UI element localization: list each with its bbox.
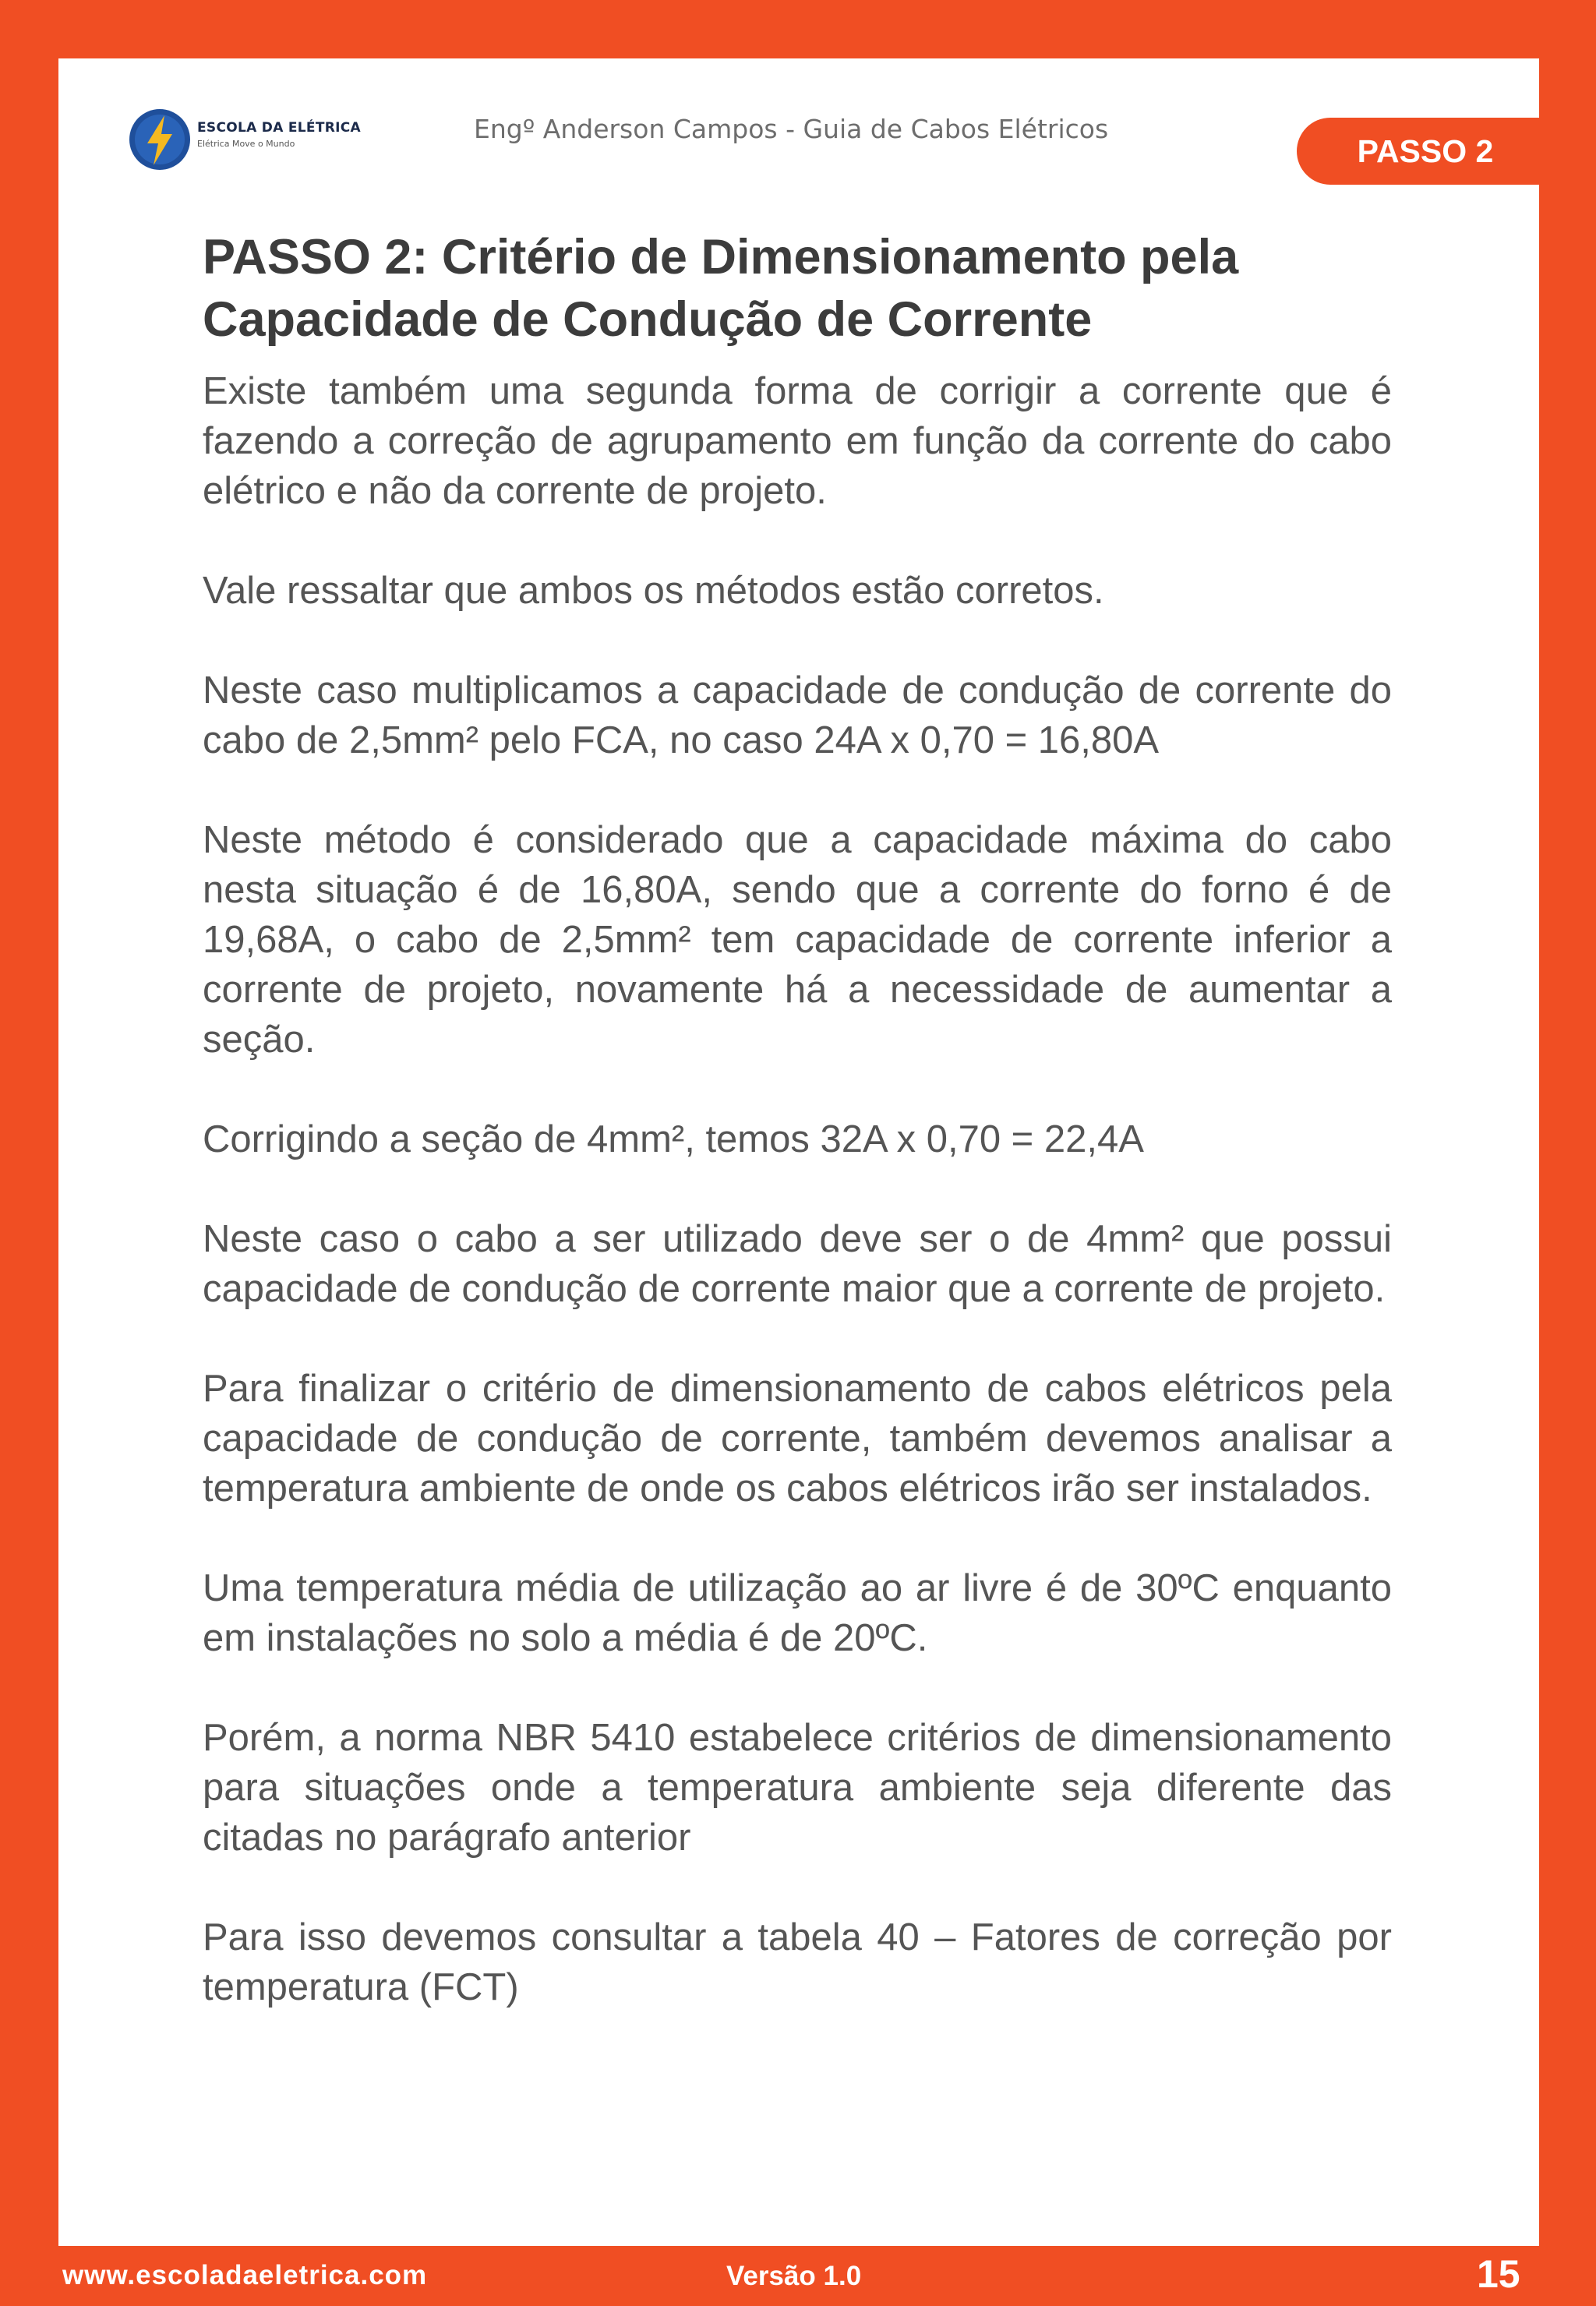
lightning-bolt-icon: [127, 104, 194, 175]
paragraph: Uma temperatura média de utilização ao ar livre é de 30ºC enquanto em instalações no solo a média é de 20ºC.: [203, 1567, 1392, 1659]
page-title: PASSO 2: Critério de Dimensionamento pela Capacidade de Condução de Corrente: [203, 230, 1239, 347]
paragraph: Vale ressaltar que ambos os métodos estão corretos.: [203, 570, 1104, 612]
paragraph: Neste método é considerado que a capacidade máxima do cabo nesta situação é de 16,80A, sendo que a corrente do forno é de 19,68A, o cabo de 2,5mm² tem capacidade de corrente inferior a corrente de projeto, novamente há a necessidade de aumentar a seção.: [203, 819, 1392, 1061]
paragraph: Neste caso multiplicamos a capacidade de condução de corrente do cabo de 2,5mm² pelo FCA, no caso 24A x 0,70 = 16,80A: [203, 669, 1392, 761]
brand-logo[interactable]: [127, 104, 384, 175]
paragraph: Existe também uma segunda forma de corrigir a corrente que é fazendo a correção de agrupamento em função da corrente do cabo elétrico e não da corrente de projeto.: [203, 370, 1392, 512]
step-tab: [1297, 118, 1546, 185]
brand-name: ESCOLA DA ELÉTRICA: [197, 120, 361, 136]
paragraph: Para isso devemos consultar a tabela 40 – Fatores de correção por temperatura (FCT): [203, 1916, 1392, 2008]
step-tab-label: PASSO 2: [1357, 132, 1494, 169]
paragraph: Para finalizar o critério de dimensionamento de cabos elétricos pela capacidade de condução de corrente, também devemos analisar a temperatura ambiente de onde os cabos elétricos irão ser instalados.: [203, 1368, 1392, 1510]
footer-version: Versão 1.0: [726, 2261, 862, 2291]
main-content: [203, 226, 1392, 2012]
paragraph: Neste caso o cabo a ser utilizado deve ser o de 4mm² que possui capacidade de condução de corrente maior que a corrente de projeto.: [203, 1218, 1392, 1310]
brand-tagline: Elétrica Move o Mundo: [197, 139, 295, 149]
page-number: 15: [1477, 2252, 1520, 2296]
footer-website-link[interactable]: www.escoladaeletrica.com: [62, 2260, 428, 2290]
paragraph: Porém, a norma NBR 5410 estabelece critérios de dimensionamento para situações onde a temperatura ambiente seja diferente das citadas no parágrafo anterior: [203, 1717, 1392, 1859]
paragraph: Corrigindo a seção de 4mm², temos 32A x 0,70 = 22,4A: [203, 1118, 1144, 1160]
header-guide-title: Engº Anderson Campos - Guia de Cabos Elétricos: [474, 114, 1109, 144]
